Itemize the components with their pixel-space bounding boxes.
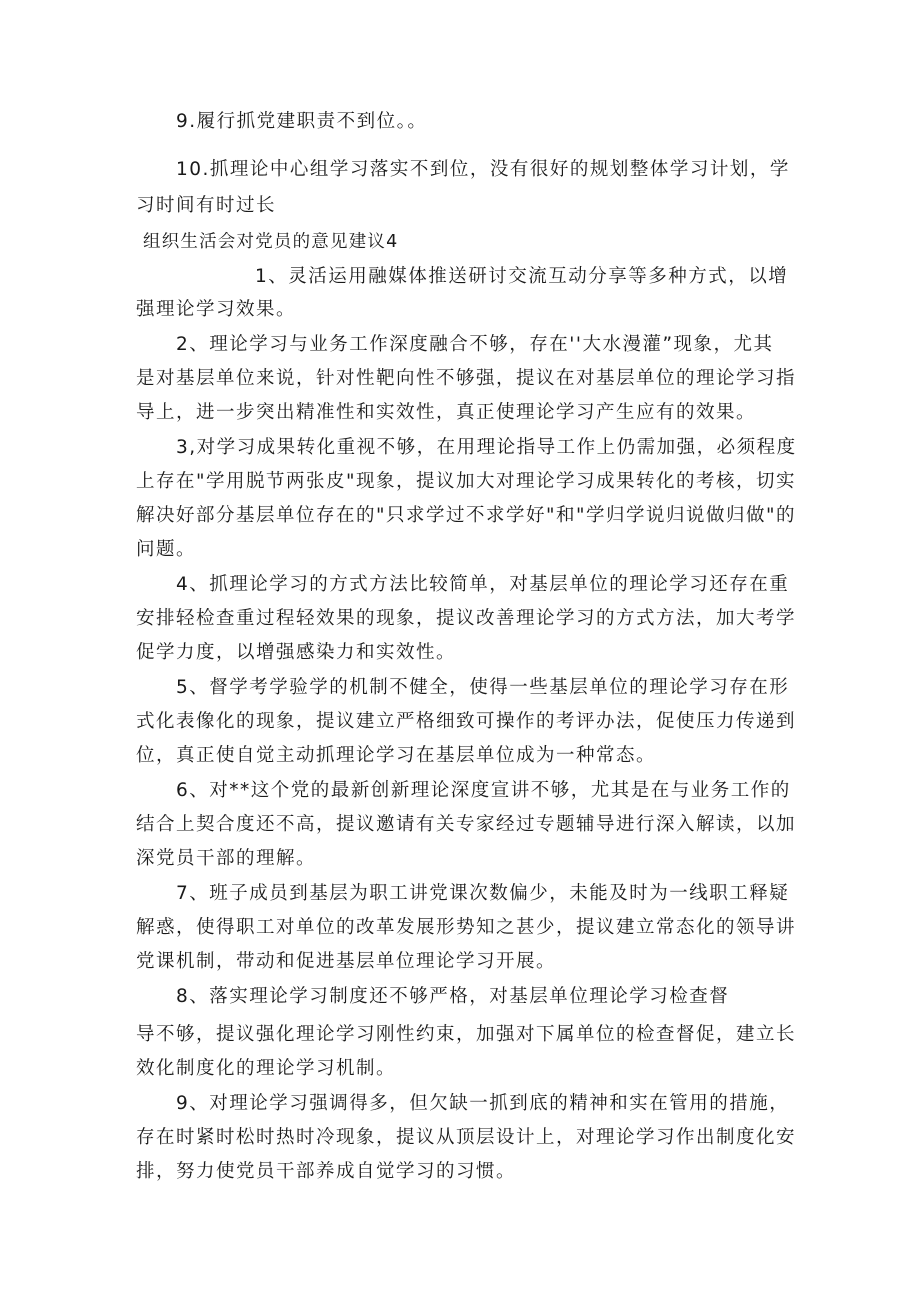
suggestion-5-line-1: 5、督学考学验学的机制不健全，使得一些基层单位的理论学习存在形 (176, 677, 790, 698)
suggestion-4-line-2: 安排轻检查重过程轻效果的现象，提议改善理论学习的方式方法，加大考学 (136, 608, 797, 629)
suggestion-7-line-3: 党课机制，带动和促进基层单位理论学习开展。 (136, 951, 557, 972)
suggestion-6-line-2: 结合上契合度还不高，提议邀请有关专家经过专题辅导进行深入解读，以加 (136, 814, 797, 835)
section-title: 组织生活会对党员的意见建议4 (143, 232, 399, 252)
suggestion-4-line-3: 促学力度，以增强感染力和实效性。 (136, 642, 457, 663)
suggestion-6-line-1: 6、对**这个党的最新创新理论深度宣讲不够，尤其是在与业务工作的 (176, 780, 791, 801)
suggestion-5-line-3: 位，真正使自觉主动抓理论学习在基层单位成为一种常态。 (136, 745, 657, 766)
suggestion-2-line-2: 是对基层单位来说，针对性靶向性不够强，提议在对基层单位的理论学习指 (136, 368, 797, 389)
paragraph-item-10-line-1: 10.抓理论中心组学习落实不到位，没有很好的规划整体学习计划，学 (176, 159, 790, 180)
suggestion-8-line-2: 导不够，提议强化理论学习刚性约束，加强对下属单位的检查督促，建立长 (136, 1024, 797, 1045)
suggestion-8-line-3: 效化制度化的理论学习机制。 (136, 1058, 397, 1079)
suggestion-7-line-1: 7、班子成员到基层为职工讲党课次数偏少，未能及时为一线职工释疑 (176, 883, 790, 904)
suggestion-5-line-2: 式化表像化的现象，提议建立严格细致可操作的考评办法，促使压力传递到 (136, 711, 797, 732)
suggestion-3-line-4: 问题。 (136, 539, 197, 560)
suggestion-9-line-2: 存在时紧时松时热时冷现象，提议从顶层设计上，对理论学习作出制度化安 (136, 1127, 797, 1148)
suggestion-2-line-3: 导上，进一步突出精准性和实效性，真正使理论学习产生应有的效果。 (136, 402, 757, 423)
suggestion-3-line-2: 上存在"学用脱节两张皮"现象，提议加大对理论学习成果转化的考核，切实 (136, 471, 797, 492)
suggestion-1-line-1: 1、灵活运用融媒体推送研讨交流互动分享等多种方式，以增 (255, 266, 789, 287)
suggestion-3-line-1: 3,对学习成果转化重视不够，在用理论指导工作上仍需加强，必须程度 (176, 437, 797, 458)
suggestion-7-line-2: 解惑，使得职工对单位的改革发展形势知之甚少，提议建立常态化的领导讲 (136, 917, 797, 938)
paragraph-item-10-line-2: 习时间有时过长 (136, 195, 277, 216)
suggestion-9-line-1: 9、对理论学习强调得多，但欠缺一抓到底的精神和实在管用的措施， (176, 1093, 790, 1114)
suggestion-9-line-3: 排，努力使党员干部养成自觉学习的习惯。 (136, 1161, 517, 1182)
suggestion-2-line-1: 2、理论学习与业务工作深度融合不够，存在''大水漫灌”现象，尤其 (176, 334, 774, 355)
paragraph-item-9: 9.履行抓党建职责不到位。。 (176, 111, 428, 132)
suggestion-1-line-2: 强理论学习效果。 (136, 299, 297, 320)
suggestion-6-line-3: 深党员干部的理解。 (136, 848, 317, 869)
suggestion-3-line-3: 解决好部分基层单位存在的"只求学过不求学好"和"学归学说归说做归做"的 (136, 505, 797, 526)
suggestion-4-line-1: 4、抓理论学习的方式方法比较简单，对基层单位的理论学习还存在重 (176, 574, 790, 595)
suggestion-8-line-1: 8、落实理论学习制度还不够严格，对基层单位理论学习检查督 (176, 986, 730, 1007)
